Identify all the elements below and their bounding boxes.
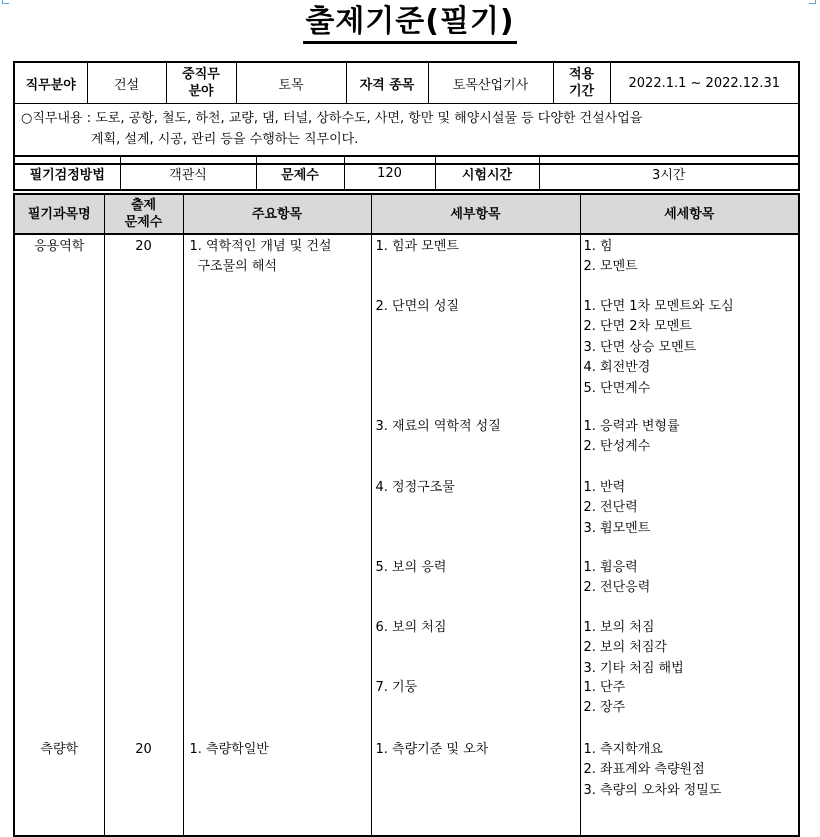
subfield-label: 중직무 분야 — [166, 62, 236, 104]
detail-item: 7. 기둥 — [375, 680, 418, 695]
exam-time-value: 3시간 — [539, 156, 799, 190]
question-count-value: 120 — [344, 156, 435, 190]
question-count-label: 문제수 — [256, 156, 344, 190]
subdetail-item: 2. 모멘트 — [583, 259, 638, 275]
subdetail-item: 2. 전단응력 — [583, 580, 651, 596]
subdetail-item: 1. 단주 — [583, 680, 626, 695]
subject-name: 측량학 — [40, 742, 79, 757]
page-title: 출제기준(필기) — [0, 4, 820, 44]
subdetail-item: 4. 회전반경 — [583, 360, 651, 376]
subdetail-item: 5. 단면계수 — [583, 380, 651, 396]
subdetail-item: 1. 단면 1차 모멘트와 도심 — [583, 299, 734, 314]
major-item-line1: 1. 역학적인 개념 및 건설 — [189, 239, 332, 254]
subdetail-item: 1. 응력과 변형률 — [583, 419, 680, 434]
subdetail-item: 1. 반력 — [583, 480, 626, 495]
qualification-label: 자격 종목 — [346, 62, 428, 104]
detail-item: 4. 정정구조물 — [375, 480, 455, 495]
subdetail-item: 2. 전단력 — [583, 500, 638, 516]
detail-item: 1. 측량기준 및 오차 — [375, 742, 489, 757]
subjects-header-row — [14, 194, 799, 234]
detail-column — [371, 234, 580, 836]
major-item-line2: 구조물의 해석 — [197, 259, 277, 274]
subdetail-item: 2. 단면 2차 모멘트 — [583, 319, 692, 335]
subject-column — [14, 234, 104, 836]
subdetail-item: 1. 휨응력 — [583, 560, 638, 575]
duty-line-2: 계획, 설계, 시공, 관리 등을 수행하는 직무이다. — [91, 132, 359, 147]
exam-time-label: 시험시간 — [435, 156, 539, 190]
subdetail-item: 3. 휨모멘트 — [583, 520, 651, 536]
header-detail: 세부항목 — [371, 194, 580, 234]
header-count-line2: 문제수 — [124, 215, 163, 230]
count-column — [104, 234, 183, 836]
subdetail-column — [580, 234, 799, 836]
subject-count: 20 — [135, 742, 152, 757]
subject-count: 20 — [135, 239, 152, 254]
detail-item: 6. 보의 처짐 — [375, 620, 447, 635]
detail-item: 3. 재료의 역학적 성질 — [375, 419, 501, 434]
subdetail-item: 2. 보의 처짐각 — [583, 640, 667, 656]
method-label: 필기검정방법 — [14, 156, 120, 190]
period-label: 적용 기간 — [553, 62, 610, 104]
header-subject: 필기과목명 — [14, 194, 104, 234]
subjects-body-row — [14, 234, 799, 836]
subject-name: 응용역학 — [34, 239, 85, 254]
subdetail-item: 1. 측지학개요 — [583, 742, 663, 757]
info-row-1 — [14, 62, 799, 104]
subjects-table — [13, 193, 800, 837]
detail-item: 2. 단면의 성질 — [375, 299, 459, 314]
period-value: 2022.1.1 ~ 2022.12.31 — [610, 62, 799, 104]
qualification-value: 토목산업기사 — [428, 62, 553, 104]
subdetail-item: 3. 측량의 오차와 정밀도 — [583, 782, 722, 798]
exam-method-table — [13, 155, 800, 191]
header-major: 주요항목 — [183, 194, 371, 234]
detail-item: 5. 보의 응력 — [375, 560, 447, 575]
major-column — [183, 234, 371, 836]
subdetail-item: 3. 단면 상승 모멘트 — [583, 339, 697, 355]
subdetail-item: 2. 장주 — [583, 700, 626, 716]
header-count — [104, 194, 183, 234]
major-item-line1: 1. 측량학일반 — [189, 742, 269, 757]
subdetail-item: 1. 힘 — [583, 239, 613, 254]
field-label: 직무분야 — [14, 62, 87, 104]
detail-item: 1. 힘과 모멘트 — [375, 239, 459, 254]
subdetail-item: 3. 기타 처짐 해법 — [583, 660, 684, 676]
field-value: 건설 — [87, 62, 166, 104]
exam-info-table — [13, 61, 800, 165]
header-count-line1: 출제 — [130, 198, 157, 213]
subdetail-item: 1. 보의 처짐 — [583, 620, 655, 635]
duty-line-1: ○직무내용 : 도로, 공항, 철도, 하천, 교량, 댐, 터널, 상하수도, 사면, 항만 및 해양시설물 등 다양한 건설사업을 — [21, 111, 643, 126]
header-subdetail: 세세항목 — [580, 194, 799, 234]
method-value: 객관식 — [120, 156, 256, 190]
subfield-value: 토목 — [236, 62, 346, 104]
subdetail-item: 2. 탄성계수 — [583, 439, 651, 455]
subdetail-item: 2. 좌표계와 측량원점 — [583, 762, 705, 778]
info-row-method — [14, 156, 799, 190]
